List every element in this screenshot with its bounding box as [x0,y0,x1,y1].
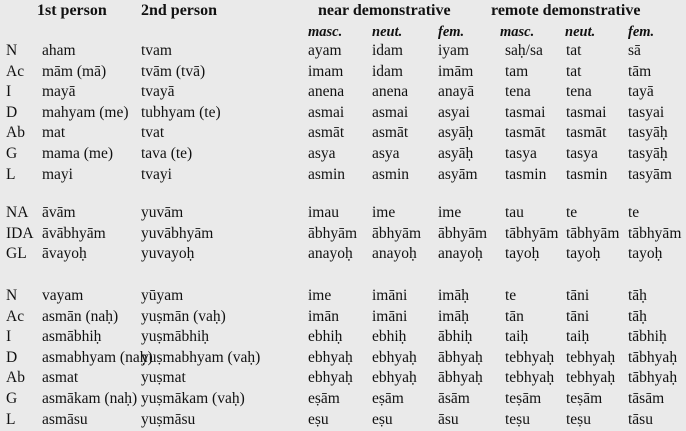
subhead-remote-masc: masc. [500,24,535,40]
cell-remote-neut: tebhyaḥ [566,348,616,366]
cell-remote-neut: tat [566,42,582,59]
cell-near-fem: āsām [438,390,470,407]
cell-case-label: N [6,287,18,304]
cell-second-person: tubhyam (te) [141,103,221,121]
cell-near-neut: eṣām [372,390,404,407]
cell-remote-masc: te [505,287,517,304]
cell-second-person: tvayā [141,83,175,101]
cell-near-fem: ābhyaḥ [438,348,483,366]
cell-second-person: yuvayoḥ [141,245,195,263]
cell-near-masc: imān [308,307,339,325]
cell-remote-masc: tābhyām [505,224,559,242]
cell-near-fem: ime [438,204,462,221]
cell-remote-neut: tasmai [566,103,607,121]
cell-case-label: L [6,410,16,428]
header-first-person: 1st person [37,2,107,19]
cell-first-person: asmāsu [42,410,88,428]
cell-remote-masc: teṣām [505,390,542,407]
cell-first-person: āvayoḥ [42,245,87,263]
cell-near-neut: idam [372,62,403,80]
cell-near-neut: idam [372,42,403,59]
cell-remote-fem: tayā [628,83,654,101]
header-remote-demonstrative: remote demonstrative [491,2,641,19]
cell-near-masc: eṣām [308,390,340,407]
cell-remote-neut: tena [566,83,592,101]
cell-remote-masc: saḥ/sa [505,42,543,59]
header-near-demonstrative: near demonstrative [318,2,451,19]
cell-remote-neut: taiḥ [566,328,590,346]
cell-near-neut: anayoḥ [372,245,417,263]
cell-near-fem: āsu [438,410,459,428]
cell-near-masc: imau [308,204,339,221]
cell-near-masc: ebhiḥ [308,328,343,346]
cell-case-label: Ab [6,369,25,387]
cell-near-fem: asyām [438,165,478,183]
subhead-near-fem: fem. [438,24,465,40]
cell-second-person: tvam [141,42,172,59]
cell-case-label: N [6,42,18,59]
cell-remote-neut: tābhyām [566,224,620,242]
cell-remote-masc: tena [505,83,531,101]
cell-case-label: GL [6,245,27,263]
cell-near-neut: ābhyām [372,224,422,242]
cell-case-label: I [6,83,12,101]
cell-near-masc: ebhyaḥ [308,348,353,366]
cell-first-person: mayi [42,165,73,183]
cell-remote-fem: tasyai [628,103,665,121]
subhead-near-masc: masc. [308,24,343,40]
cell-second-person: tvat [141,124,165,142]
header-second-person: 2nd person [141,2,218,19]
cell-near-masc: ābhyām [308,224,358,242]
cell-near-neut: asmai [372,103,409,121]
cell-remote-fem: tāḥ [628,307,647,325]
cell-first-person: mahyam (me) [42,103,129,121]
cell-near-masc: anayoḥ [308,245,353,263]
cell-remote-masc: taiḥ [505,328,529,346]
cell-remote-fem: tasyām [628,165,672,183]
cell-remote-fem: tāḥ [628,287,647,304]
cell-remote-masc: tasya [505,145,537,162]
cell-case-label: I [6,328,12,346]
cell-near-neut: imāni [372,307,408,325]
cell-near-fem: iyam [438,42,469,59]
subhead-remote-neut: neut. [565,24,596,40]
cell-second-person: yuvām [141,204,184,221]
cell-second-person: tvayi [141,165,172,183]
cell-case-label: Ac [6,62,25,80]
cell-remote-neut: te [566,204,578,221]
cell-remote-fem: tāsām [628,390,665,407]
cell-remote-masc: tasmin [505,165,547,183]
cell-remote-fem: te [628,204,640,221]
cell-near-neut: ebhyaḥ [372,369,417,387]
cell-second-person: tava (te) [141,145,193,162]
cell-first-person: mama (me) [42,145,114,162]
cell-remote-masc: tayoḥ [505,245,540,263]
cell-remote-masc: tebhyaḥ [505,369,555,387]
cell-first-person: vayam [42,287,84,304]
cell-first-person: asmat [42,369,79,387]
cell-remote-neut: tāni [566,287,590,304]
cell-remote-masc: tasmai [505,103,546,121]
cell-near-neut: asya [372,145,400,162]
cell-case-label: D [6,348,18,366]
cell-remote-masc: tau [505,204,524,221]
cell-second-person: yuvābhyām [141,224,214,242]
cell-case-label: NA [6,204,29,221]
cell-near-fem: asyai [438,103,470,121]
cell-first-person: mayā [42,83,76,101]
cell-near-masc: eṣu [308,410,329,428]
cell-remote-fem: tābhyaḥ [628,369,678,387]
cell-case-label: IDA [6,224,34,242]
cell-second-person: yuṣmabhyam (vaḥ) [141,348,261,366]
cell-case-label: G [6,145,18,162]
cell-near-neut: imāni [372,287,408,304]
cell-second-person: yūyam [141,287,184,304]
cell-near-neut: ime [372,204,396,221]
cell-remote-neut: tat [566,62,582,80]
cell-near-neut: anena [372,83,409,101]
cell-near-neut: eṣu [372,410,393,428]
cell-remote-fem: tābhyaḥ [628,348,678,366]
cell-near-neut: ebhiḥ [372,328,407,346]
cell-remote-fem: sā [628,42,641,59]
cell-second-person: yuṣmat [141,369,186,387]
cell-first-person: aham [42,42,76,59]
cell-remote-masc: tān [505,307,524,325]
cell-case-label: Ac [6,307,25,325]
cell-near-fem: imām [438,62,474,80]
cell-remote-fem: tām [628,62,652,80]
cell-first-person: asmābhiḥ [42,328,102,346]
cell-remote-neut: tebhyaḥ [566,369,616,387]
cell-near-masc: ayam [308,42,342,59]
cell-first-person: mām (mā) [42,62,107,80]
cell-near-fem: imāḥ [438,307,469,325]
cell-remote-fem: tāsu [628,410,653,428]
cell-remote-masc: tebhyaḥ [505,348,555,366]
cell-first-person: āvābhyām [42,224,106,242]
cell-near-masc: asmin [308,165,346,183]
cell-near-fem: imāḥ [438,287,469,304]
cell-second-person: yuṣmāsu [141,410,196,428]
cell-second-person: yuṣmākam (vaḥ) [141,390,245,407]
cell-first-person: asmabhyam (naḥ) [42,348,153,366]
cell-first-person: mat [42,124,66,142]
cell-near-neut: ebhyaḥ [372,348,417,366]
cell-remote-fem: tasyāḥ [628,124,668,142]
cell-near-neut: asmāt [372,124,409,142]
cell-near-fem: asyāḥ [438,145,474,162]
subhead-near-neut: neut. [372,24,403,40]
cell-remote-neut: tasmāt [566,124,607,142]
cell-case-label: L [6,165,16,183]
cell-case-label: Ab [6,124,25,142]
cell-remote-neut: teṣu [566,410,591,428]
cell-remote-fem: tayoḥ [628,245,663,263]
cell-remote-neut: tasmin [566,165,608,183]
cell-near-masc: asmai [308,103,345,121]
cell-near-fem: ābhiḥ [438,328,473,346]
cell-near-fem: asyāḥ [438,124,474,142]
subhead-remote-fem: fem. [628,24,655,40]
cell-remote-fem: tasyāḥ [628,145,668,162]
cell-case-label: D [6,103,18,121]
cell-near-masc: asya [308,145,336,162]
cell-remote-masc: tam [505,62,529,80]
cell-near-masc: asmāt [308,124,345,142]
cell-remote-neut: teṣām [566,390,603,407]
cell-second-person: yuṣmān (vaḥ) [141,307,226,325]
cell-near-fem: anayoḥ [438,245,483,263]
cell-first-person: asmākam (naḥ) [42,390,138,407]
cell-remote-masc: tasmāt [505,124,546,142]
cell-remote-neut: tasya [566,145,598,162]
cell-first-person: āvām [42,204,76,221]
cell-case-label: G [6,390,18,407]
cell-near-fem: anayā [438,83,475,101]
cell-near-masc: ebhyaḥ [308,369,353,387]
cell-first-person: asmān (naḥ) [42,307,119,325]
cell-remote-neut: tayoḥ [566,245,601,263]
cell-near-masc: imam [308,62,344,80]
cell-remote-masc: teṣu [505,410,530,428]
cell-near-fem: ābhyaḥ [438,369,483,387]
cell-second-person: tvām (tvā) [141,62,206,80]
cell-near-neut: asmin [372,165,410,183]
cell-second-person: yuṣmābhiḥ [141,328,210,346]
cell-near-masc: anena [308,83,345,101]
cell-remote-fem: tābhiḥ [628,328,667,346]
cell-remote-neut: tāni [566,307,590,325]
cell-near-fem: ābhyām [438,224,488,242]
cell-near-masc: ime [308,287,332,304]
cell-remote-fem: tābhyām [628,224,682,242]
